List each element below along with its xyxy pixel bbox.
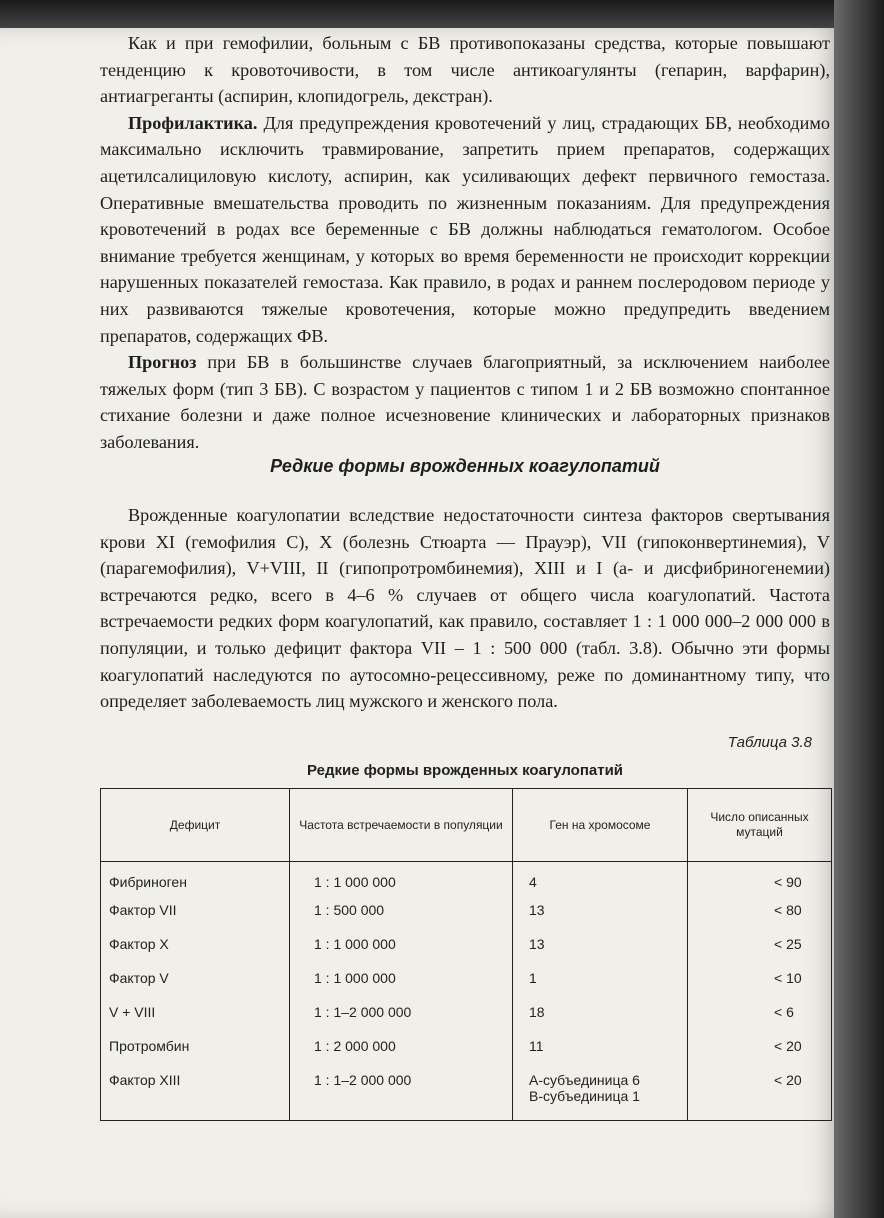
top-text-block <box>100 30 830 456</box>
cell-frequency: 1 : 1–2 000 000 <box>290 1068 513 1121</box>
paragraph-prognosis: Прогноз при БВ в большинстве случаев благоприятный, за исключением наиболее тяжелых форм (тип 3 БВ). С возрастом у пациентов с типом 1 и 2 БВ возможно спонтанное стихание болезни и даже полное исчезновение клинических и лабораторных признаков заболевания. <box>100 352 830 452</box>
cell-frequency: 1 : 1 000 000 <box>290 932 513 966</box>
cell-deficit: Фибриноген <box>101 862 290 899</box>
cell-deficit: V + VIII <box>101 1000 290 1034</box>
cell-frequency: 1 : 1 000 000 <box>290 862 513 899</box>
prognosis-heading: Прогноз <box>128 352 197 373</box>
cell-frequency: 1 : 1 000 000 <box>290 966 513 1000</box>
rare-forms-text-block <box>100 502 830 715</box>
cell-deficit: Фактор VII <box>101 898 290 932</box>
gene-subunit-a: А-субъединица 6 <box>529 1072 640 1088</box>
paragraph-prevention: Профилактика. Для предупреждения кровотечений у лиц, страдающих БВ, необходимо максимально исключить травмирование, запретить прием препаратов, содержащих ацетилсалициловую кислоту, аспирин, как усиливающих дефект первичного гемостаза. Оперативные вмешательства проводить по жизненным показаниям. Для предупреждения кровотечений в родах все беременные с БВ должны наблюдаться гематологом. Особое внимание требуется женщинам, у которых во время беременности не происходит коррекции нарушенных показателей гемостаза. Как правило, в родах и раннем послеродовом периоде у них развиваются тяжелые кровотечения, которые можно предупредить введением препаратов, содержащих ФВ. <box>100 112 830 346</box>
table-row <box>101 1068 832 1121</box>
cell-frequency: 1 : 500 000 <box>290 898 513 932</box>
cell-frequency: 1 : 2 000 000 <box>290 1034 513 1068</box>
cell-mutations: < 20 <box>688 1034 832 1068</box>
cell-gene: 13 <box>513 932 688 966</box>
cell-gene <box>513 1068 688 1121</box>
table-title: Редкие формы врожденных коагулопатий <box>306 762 624 779</box>
gene-subunit-b: В-субъединица 1 <box>529 1088 640 1104</box>
cell-deficit: Фактор XIII <box>101 1068 290 1121</box>
table-row <box>101 1000 832 1034</box>
cell-mutations: < 6 <box>688 1000 832 1034</box>
cell-mutations: < 80 <box>688 898 832 932</box>
cell-frequency: 1 : 1–2 000 000 <box>290 1000 513 1034</box>
cell-deficit: Фактор V <box>101 966 290 1000</box>
cell-gene: 4 <box>513 862 688 899</box>
book-page <box>0 28 842 1218</box>
cell-deficit: Протромбин <box>101 1034 290 1068</box>
cell-gene: 13 <box>513 898 688 932</box>
table-row <box>101 932 832 966</box>
prevention-heading: Профилактика. <box>128 112 258 133</box>
table-number-label: Таблица 3.8 <box>727 734 812 751</box>
scan-top-shadow <box>0 0 884 28</box>
header-mutations: Число описанных мутаций <box>688 789 832 862</box>
header-frequency: Частота встречаемости в популяции <box>290 789 513 862</box>
cell-mutations: < 90 <box>688 862 832 899</box>
section-heading: Редкие формы врожденных коагулопатий <box>270 456 660 476</box>
cell-mutations: < 20 <box>688 1068 832 1121</box>
table-header-row <box>101 789 832 862</box>
table-row <box>101 966 832 1000</box>
header-gene: Ген на хромосоме <box>513 789 688 862</box>
coagulopathy-table <box>100 788 832 1121</box>
paragraph-contraindications: Как и при гемофилии, больным с БВ противопоказаны средства, которые повышают тенденцию к кровоточивости, в том числе антикоагулянты (гепарин, варфарин), антиагреганты (аспирин, клопидогрель, декстран). <box>100 33 830 107</box>
table-row <box>101 862 832 899</box>
cell-deficit: Фактор X <box>101 932 290 966</box>
cell-gene: 18 <box>513 1000 688 1034</box>
cell-gene: 11 <box>513 1034 688 1068</box>
table-row <box>101 898 832 932</box>
cell-mutations: < 10 <box>688 966 832 1000</box>
table-row <box>101 1034 832 1068</box>
header-deficit: Дефицит <box>101 789 290 862</box>
cell-gene: 1 <box>513 966 688 1000</box>
paragraph-rare-forms: Врожденные коагулопатии вследствие недостаточности синтеза факторов свертывания крови XI (гемофилия С), X (болезнь Стюарта — Прауэр), VII (гипоконвертинемия), V (парагемофилия), V+VIII, II (гипопротромбинемия), XIII и I (а- и дисфибриногенемии) встречаются редко, всего в 4–6 % случаев от общего числа коагулопатий. Частота встречаемости редких форм коагулопатий, как правило, составляет 1 : 1 000 000–2 000 000 в популяции, и только дефицит фактора VII – 1 : 500 000 (табл. 3.8). Обычно эти формы коагулопатий наследуются по аутосомно-рецессивному, реже по доминантному типу, что определяет заболеваемость лиц мужского и женского пола. <box>100 505 830 712</box>
scan-binding-shadow <box>834 0 884 1218</box>
cell-mutations: < 25 <box>688 932 832 966</box>
